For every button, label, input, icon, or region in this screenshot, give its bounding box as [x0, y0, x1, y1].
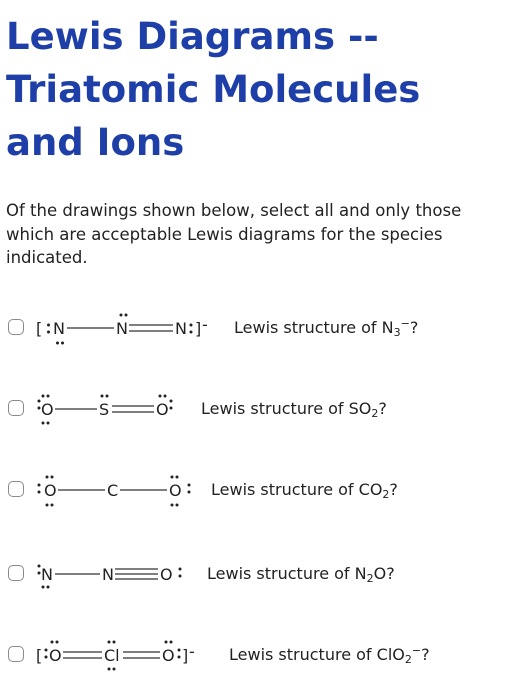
- option-checkbox[interactable]: [8, 481, 24, 497]
- atom-o-1: O: [49, 646, 62, 665]
- atom-o-1: O: [44, 481, 57, 500]
- atom-s: S: [99, 400, 110, 419]
- question-instructions: Of the drawings shown below, select all and only those which are acceptable Lewis diagrams for the species indicated.: [6, 201, 462, 267]
- option-label: Lewis structure of $CO_2$?: [211, 480, 398, 501]
- option-checkbox[interactable]: [8, 646, 24, 662]
- atom-o-2: O: [156, 400, 169, 419]
- option-n3-minus[interactable]: [8, 308, 513, 348]
- atom-o-1: O: [41, 400, 54, 419]
- bracket-left: [: [36, 319, 43, 338]
- atom-n-2: N: [116, 319, 128, 338]
- lewis-structure-co2: [36, 470, 226, 514]
- page-title-line-2: Triatomic Molecules: [6, 68, 421, 111]
- atom-n-1: N: [53, 319, 65, 338]
- charge: -: [189, 642, 195, 661]
- option-co2[interactable]: [8, 470, 513, 510]
- lewis-structure-so2: [36, 389, 216, 433]
- atom-o-2: O: [162, 646, 175, 665]
- lewis-structure-clo2-minus: [36, 635, 236, 679]
- atom-n-3: N: [175, 319, 187, 338]
- option-checkbox[interactable]: [8, 565, 24, 581]
- option-label: Lewis structure of $SO_2$?: [201, 399, 387, 420]
- option-label: Lewis structure of ClO$_2$−?: [229, 644, 430, 666]
- atom-c: C: [107, 481, 119, 500]
- atom-cl: Cl: [104, 646, 120, 665]
- atom-o-2: O: [169, 481, 182, 500]
- atom-n-2: N: [102, 565, 114, 584]
- option-label: Lewis structure of $N_3^-$?: [234, 317, 419, 339]
- bracket-right: ]: [182, 646, 189, 665]
- option-checkbox[interactable]: [8, 400, 24, 416]
- option-so2[interactable]: [8, 389, 513, 429]
- lewis-structure-n3-minus: [36, 308, 236, 352]
- atom-n-1: N: [41, 565, 53, 584]
- lewis-structure-n2o: [36, 554, 216, 598]
- page-title-line-1: Lewis Diagrams --: [6, 15, 379, 58]
- option-label: Lewis structure of $N_2O$?: [207, 564, 395, 585]
- option-checkbox[interactable]: [8, 319, 24, 335]
- page-title-line-3: and Ions: [6, 121, 185, 164]
- bracket-right: ]: [195, 319, 202, 338]
- page-title: [6, 10, 511, 169]
- bracket-left: [: [36, 646, 43, 665]
- charge: -: [202, 315, 208, 334]
- atom-o: O: [160, 565, 173, 584]
- option-n2o[interactable]: [8, 554, 513, 594]
- option-clo2-minus[interactable]: [8, 635, 513, 675]
